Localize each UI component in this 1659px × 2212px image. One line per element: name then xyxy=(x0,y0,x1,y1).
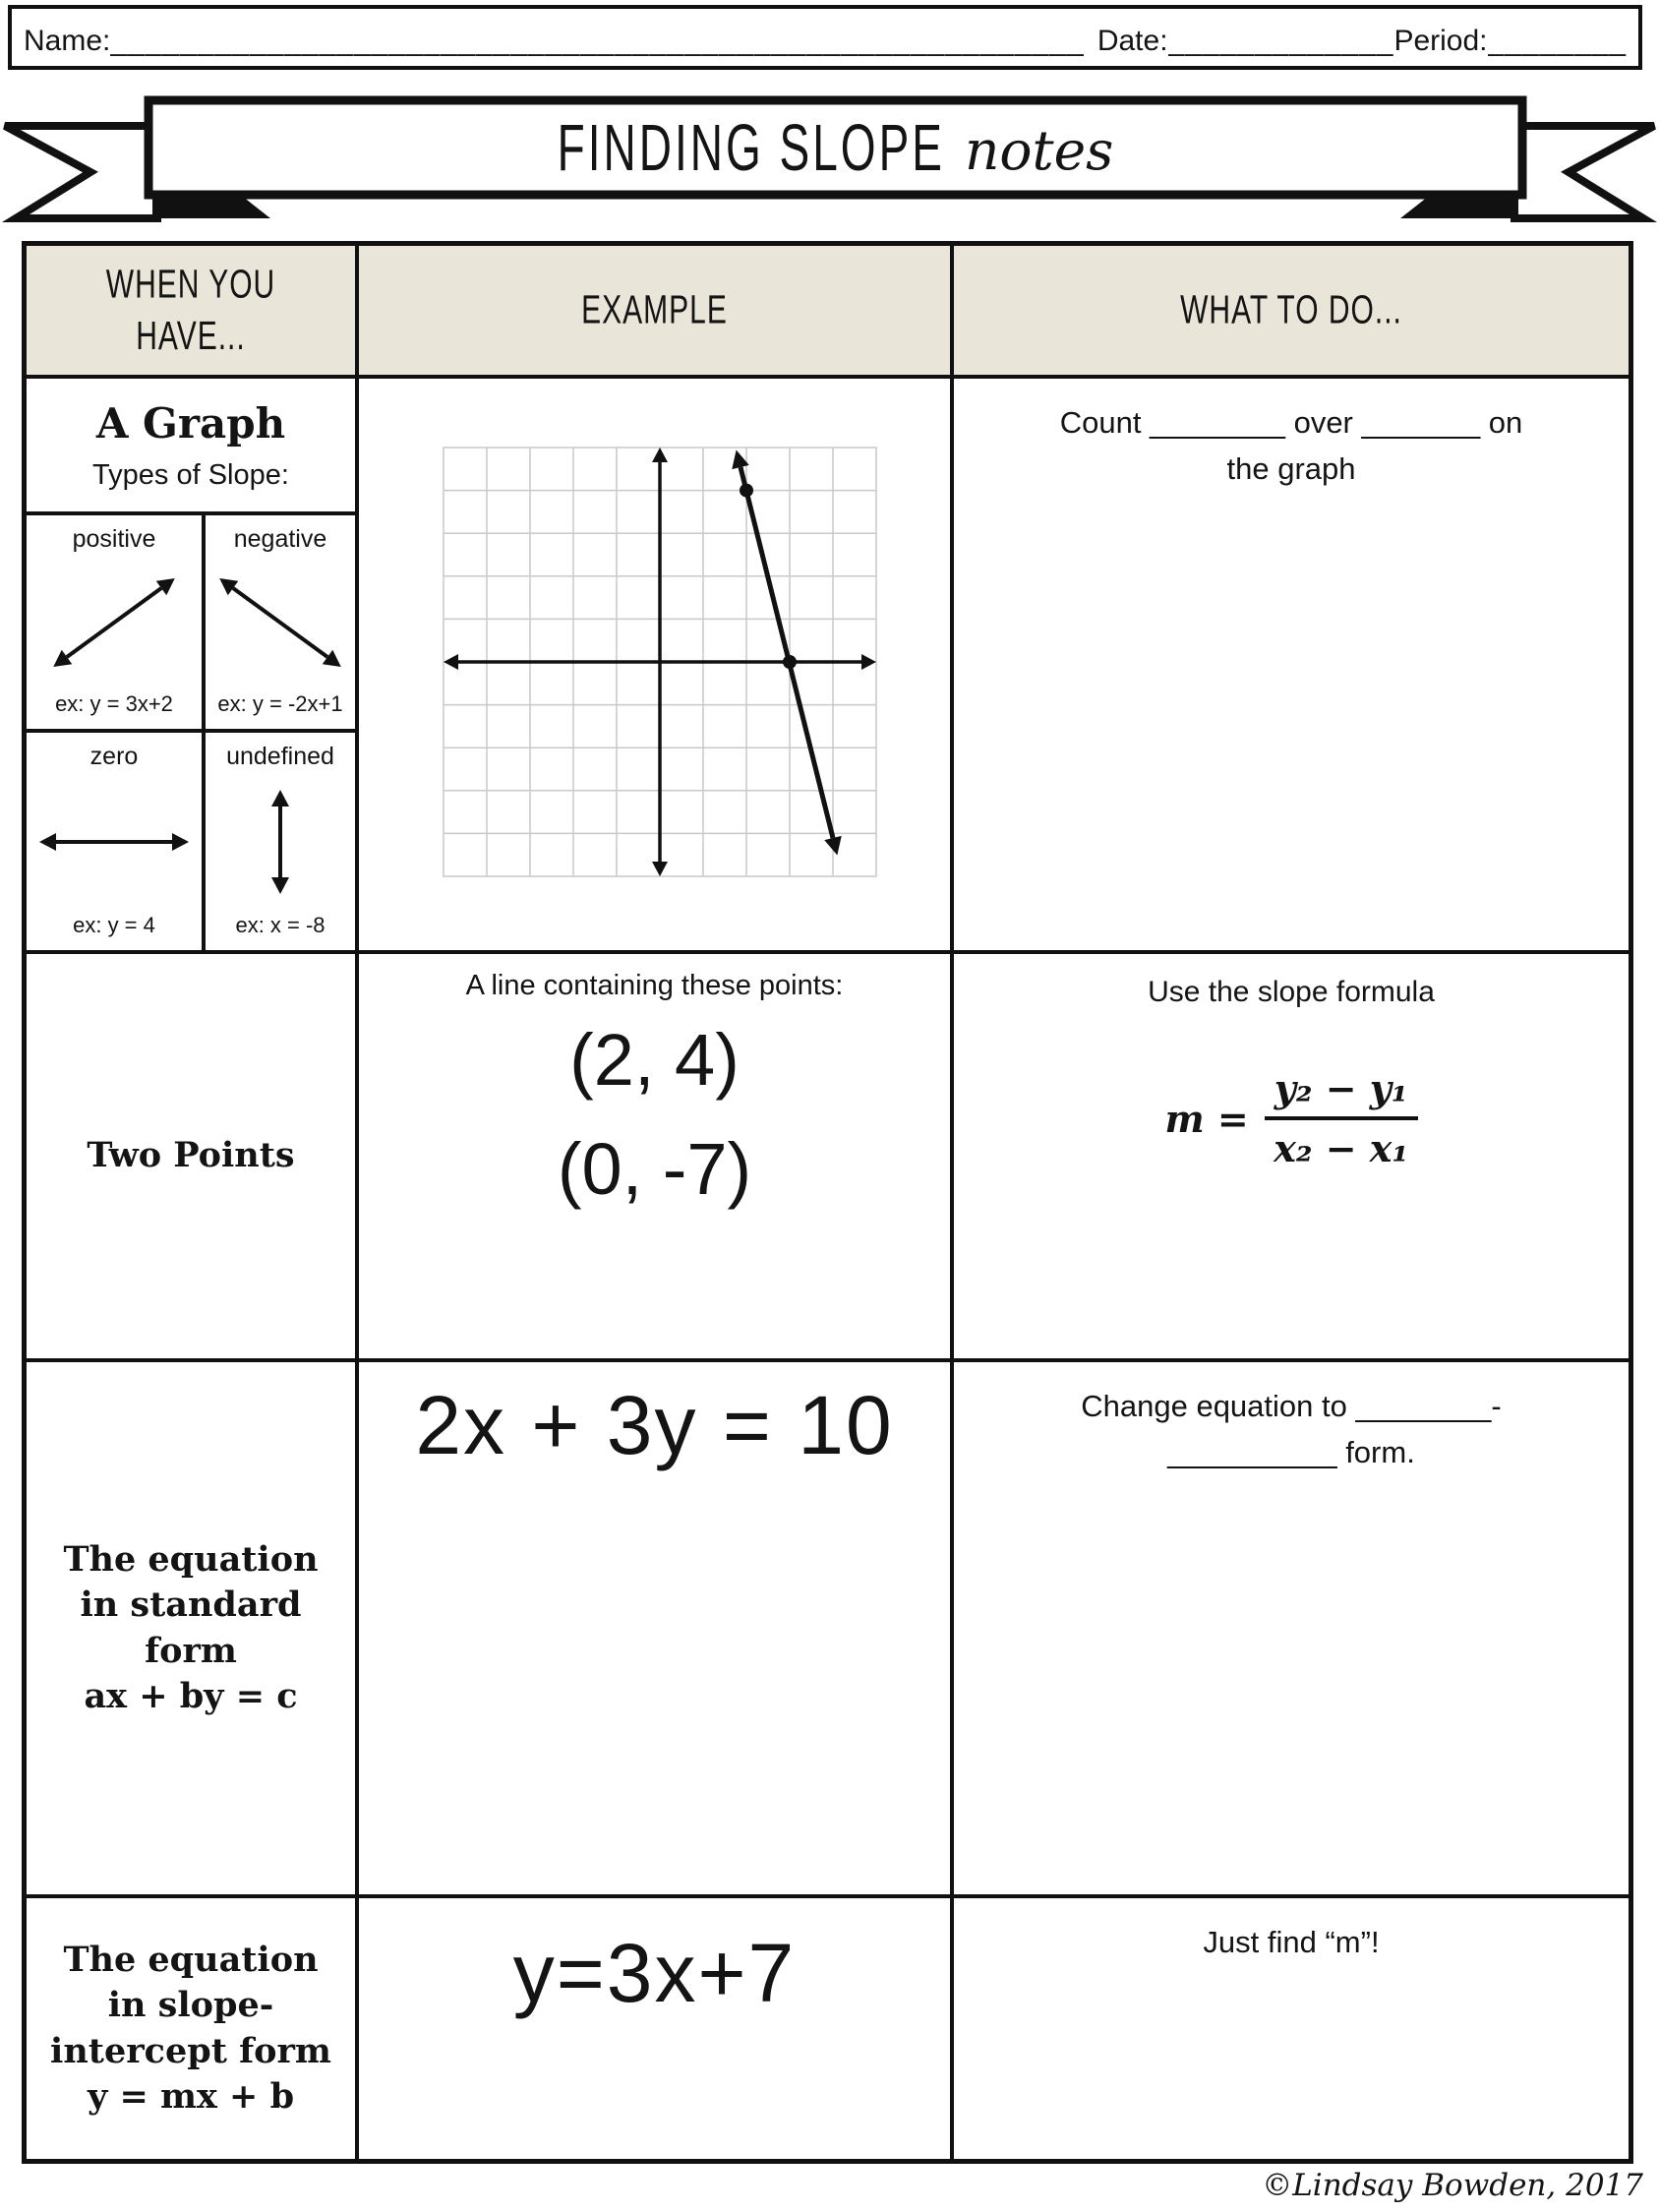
point-2: (0, -7) xyxy=(557,1128,752,1211)
copyright: ©Lindsay Bowden, 2017 xyxy=(1262,2168,1643,2203)
types-of-slope-subtitle: Types of Slope: xyxy=(92,458,289,491)
title-banner xyxy=(0,84,1659,226)
negative-slope-arrow-icon xyxy=(211,568,349,677)
cell-when-slope-intercept xyxy=(27,1898,359,2159)
cell-what-standard-form xyxy=(954,1362,1629,1898)
slope-intercept-line-3: intercept form xyxy=(50,2030,331,2071)
header-when-you-have-text: WHEN YOU HAVE... xyxy=(105,262,276,359)
standard-form-equation: ax + by = c xyxy=(84,1675,298,1716)
header-example-text: EXAMPLE xyxy=(581,288,728,332)
zero-label: zero xyxy=(89,743,139,770)
header-what-to-do xyxy=(954,246,1629,379)
header-when-you-have xyxy=(27,246,359,379)
name-date-period-bar xyxy=(8,5,1642,70)
formula-denominator: x₂ − x₁ xyxy=(1274,1126,1409,1170)
formula-fraction xyxy=(1265,1066,1418,1170)
what-standard-form-text: Change equation to ________-__________ form. xyxy=(1081,1389,1502,1469)
cell-when-standard-form xyxy=(27,1362,359,1898)
cell-example-standard-form: 2x + 3y = 10 xyxy=(359,1362,954,1898)
slope-formula-title: Use the slope formula xyxy=(1148,976,1435,1008)
formula-lhs: m = xyxy=(1164,1096,1249,1141)
notes-table xyxy=(22,241,1633,2164)
slope-intercept-line-2: in slope- xyxy=(107,1985,274,2026)
formula-numerator: y₂ − y₁ xyxy=(1265,1066,1418,1120)
slope-formula xyxy=(1164,1066,1417,1170)
banner-title xyxy=(148,100,1522,195)
banner-title-main: FINDING SLOPE xyxy=(557,110,945,185)
points-caption: A line containing these points: xyxy=(465,970,844,1001)
positive-label: positive xyxy=(72,525,156,553)
standard-form-line-2: in standard xyxy=(80,1584,302,1626)
standard-form-line-1: The equation xyxy=(63,1539,319,1581)
cell-when-two-points xyxy=(27,954,359,1362)
zero-slope-arrow-icon xyxy=(30,824,198,860)
cell-what-slope-intercept xyxy=(954,1898,1629,2159)
period-label: Period: xyxy=(1393,25,1488,57)
point-1: (2, 4) xyxy=(569,1019,740,1101)
two-points-label: Two Points xyxy=(87,1135,295,1176)
name-blank-line: ________________________________________________________ xyxy=(110,25,1085,57)
standard-form-line-3: form xyxy=(145,1630,237,1671)
date-blank-line: _____________ xyxy=(1167,25,1394,57)
date-label: Date: xyxy=(1096,25,1168,57)
undefined-label: undefined xyxy=(226,743,334,770)
cell-what-graph xyxy=(954,379,1629,954)
slope-type-positive xyxy=(27,515,206,733)
cell-what-two-points xyxy=(954,954,1629,1362)
cell-example-slope-intercept: y=3x+7 xyxy=(359,1898,954,2159)
negative-label: negative xyxy=(233,525,327,553)
slope-intercept-equation: y = mx + b xyxy=(87,2075,295,2117)
cell-example-graph xyxy=(359,379,954,954)
cell-when-graph xyxy=(27,379,359,954)
undefined-example: ex: x = -8 xyxy=(235,913,326,937)
header-what-to-do-text: WHAT TO DO... xyxy=(1180,288,1402,332)
positive-slope-arrow-icon xyxy=(45,568,183,677)
period-blank-line: ________ xyxy=(1487,25,1627,57)
what-slope-intercept-text: Just find “m”! xyxy=(1203,1925,1380,1959)
slope-type-zero xyxy=(27,733,206,950)
zero-example: ex: y = 4 xyxy=(73,913,155,937)
slope-type-undefined xyxy=(206,733,355,950)
name-label: Name: xyxy=(24,25,111,57)
banner-title-script: notes xyxy=(964,119,1114,182)
coordinate-graph xyxy=(442,446,878,878)
undefined-slope-arrow-icon xyxy=(263,783,298,901)
header-example xyxy=(359,246,954,379)
cell-example-two-points xyxy=(359,954,954,1362)
slope-type-negative xyxy=(206,515,355,733)
slope-types-grid xyxy=(27,379,355,950)
negative-example: ex: y = -2x+1 xyxy=(217,691,343,716)
slope-intercept-line-1: The equation xyxy=(63,1940,319,1981)
slope-types-heading xyxy=(27,379,355,515)
a-graph-title: A Graph xyxy=(95,398,286,448)
positive-example: ex: y = 3x+2 xyxy=(55,691,173,716)
what-graph-text: Count ________ over _______ on the graph xyxy=(1059,405,1523,486)
